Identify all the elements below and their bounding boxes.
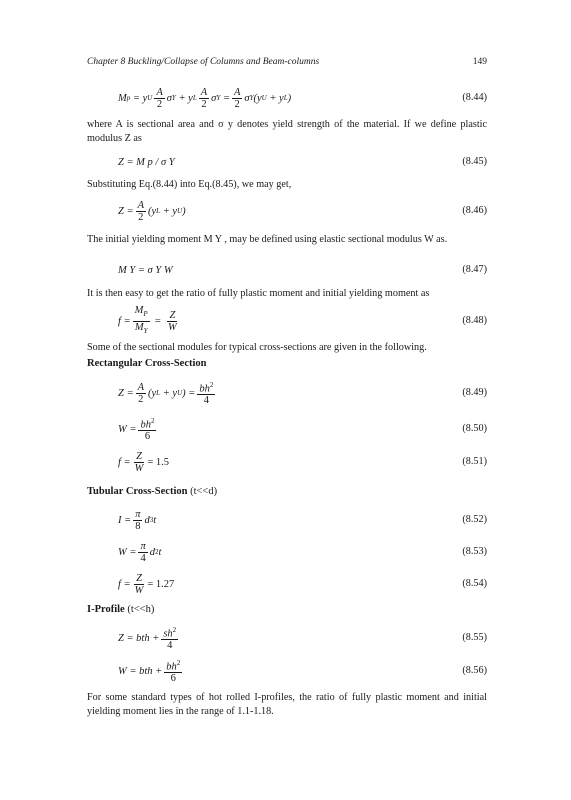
equation-number: (8.54) [462, 578, 487, 589]
equation-8-55: Z = bth + $\frac{sh^2}{4}$ [118, 625, 177, 652]
heading-condition: (t<<h) [127, 604, 155, 615]
paragraph: where A is sectional area and σ y denotes yield strength of the material. If we define plastic modulus Z as [87, 119, 487, 144]
equation-number: (8.56) [462, 665, 487, 676]
equation-number: (8.52) [462, 514, 487, 525]
section-heading-iprofile [87, 604, 154, 615]
paragraph: The initial yielding moment M Y , may be defined using elastic sectional modulus W as. [87, 234, 448, 245]
equation-number: (8.55) [462, 632, 487, 643]
equation-number: (8.44) [462, 92, 487, 103]
equation-8-44: M p = y U $\frac{A}{2}$ σ Y + y L $\frac{A}{2}$ σ Y = $\frac{A}{2}$ σ Y (y U + y L ) [118, 86, 292, 110]
equation-number: (8.46) [462, 205, 487, 216]
equation-8-45: Z = M p / σ Y [118, 156, 175, 168]
equation-8-46: Z = $\frac{A}{2}$ (y L + y U ) [118, 199, 186, 223]
equation-8-52: I = $\frac{\pi}{8}$ d 3 t [118, 508, 157, 532]
section-heading-rectangular: Rectangular Cross-Section [87, 358, 207, 369]
section-heading-tubular [87, 486, 217, 497]
heading-text: Tubular Cross-Section [87, 486, 188, 497]
equation-number: (8.47) [462, 264, 487, 275]
equation-number: (8.51) [462, 456, 487, 467]
equation-number: (8.49) [462, 387, 487, 398]
equation-number: (8.50) [462, 423, 487, 434]
paragraph: For some standard types of hot rolled I-profiles, the ratio of fully plastic moment and initial yielding moment lies in the range of 1.1-1.18. [87, 692, 487, 717]
equation-8-47: M Y = σ Y W [118, 264, 173, 276]
equation-8-51: f = $\frac{Z}{W}$ = 1.5 [118, 450, 170, 474]
equation-8-54: f = $\frac{Z}{W}$ = 1.27 [118, 572, 175, 596]
equation-number: (8.45) [462, 156, 487, 167]
ratio-value: = 1.5 [147, 456, 170, 468]
heading-condition: (t<<d) [190, 486, 218, 497]
equation-8-49: Z = $\frac{A}{2}$ (y L + y U ) = $\frac{bh^2}{4}$ [118, 380, 214, 407]
paragraph: It is then easy to get the ratio of fully plastic moment and initial yielding moment as [87, 288, 430, 299]
chapter-title: Chapter 8 Buckling/Collapse of Columns and Beam-columns [87, 57, 320, 67]
paragraph: Some of the sectional modules for typical cross-sections are given in the following. [87, 342, 427, 353]
ratio-value: = 1.27 [147, 578, 175, 590]
equation-8-53: W = $\frac{\pi}{4}$ d 2 t [118, 540, 162, 564]
page-header [87, 57, 487, 71]
equation-number: (8.48) [462, 315, 487, 326]
equation-number: (8.53) [462, 546, 487, 557]
page-number: 149 [472, 57, 487, 67]
paragraph: Substituting Eq.(8.44) into Eq.(8.45), we may get, [87, 179, 292, 190]
equation-8-56: W = bth + $\frac{bh^2}{6}$ [118, 658, 181, 685]
heading-text: I-Profile [87, 604, 125, 615]
equation-8-50: W = $\frac{bh^2}{6}$ [118, 416, 155, 443]
equation-8-48: f = $\frac{M_P}{M_Y}$ = $\frac{Z}{W}$ [118, 305, 177, 335]
